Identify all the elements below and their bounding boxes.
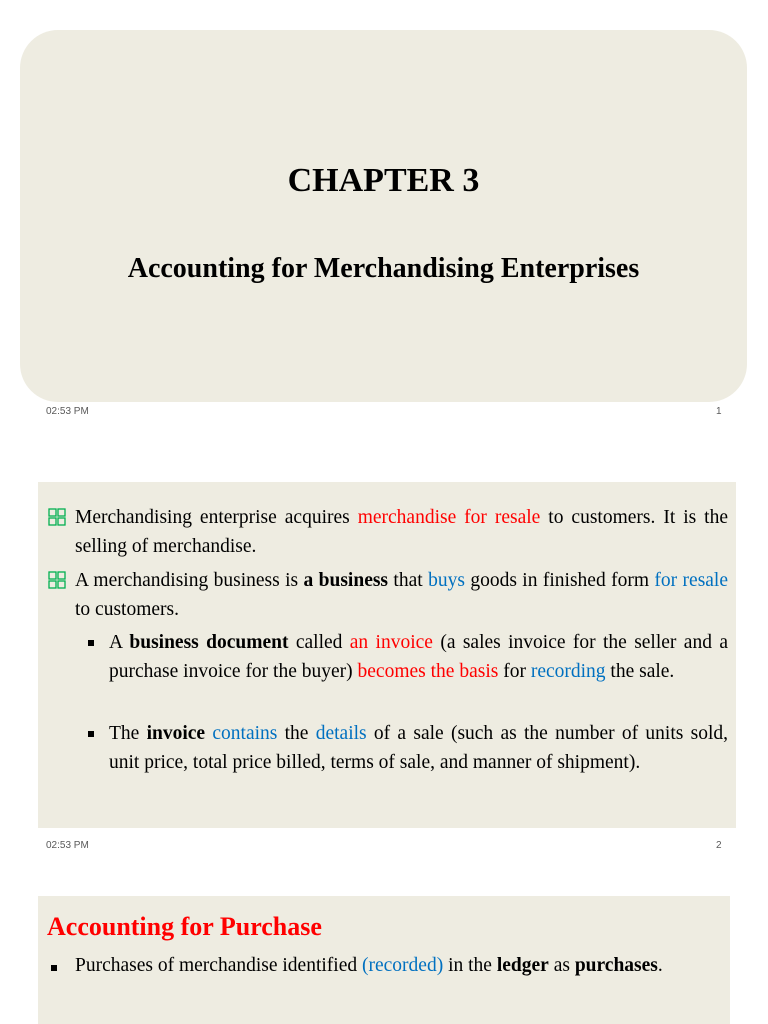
text: in the <box>443 955 497 976</box>
square-bullet-icon <box>88 731 94 737</box>
slide-2-page-number: 2 <box>716 840 722 851</box>
text: goods in finished form <box>464 570 655 591</box>
text: Purchases of merchandise identified <box>75 955 362 976</box>
sub-bullet-business-document <box>109 629 728 686</box>
text: A merchandising business is <box>75 570 304 591</box>
highlight-blue: details <box>315 723 367 744</box>
square-bullet-icon <box>51 965 57 971</box>
green-bullet-icon <box>48 508 66 526</box>
highlight-red: merchandise for resale <box>357 507 541 528</box>
bold-text: purchases <box>574 955 658 976</box>
text: the sale. <box>605 660 675 682</box>
text: A <box>109 632 130 653</box>
bold-text: business document <box>129 632 289 653</box>
bullet-merchandising-business <box>75 567 728 624</box>
slide-1 <box>20 30 747 402</box>
bold-text: invoice <box>146 723 206 744</box>
slide-2-time: 02:53 PM <box>46 840 89 851</box>
text: . <box>657 955 663 976</box>
highlight-red: becomes the basis <box>357 660 499 682</box>
sub-bullet-invoice-details <box>109 720 728 777</box>
text: for <box>498 660 531 682</box>
bold-text: a business <box>303 570 389 591</box>
bullet-merchandising-enterprise <box>75 504 728 561</box>
chapter-title: CHAPTER 3 <box>287 162 480 199</box>
highlight-blue: buys <box>428 570 465 591</box>
text: (a sales invoice for the seller and a purchase invoice for the buyer) <box>109 632 728 682</box>
highlight-blue: contains <box>212 723 278 744</box>
highlight-blue: for resale <box>654 570 729 591</box>
chapter-subtitle: Accounting for Merchandising Enterprises <box>127 253 640 284</box>
slide-1-page-number: 1 <box>716 406 722 417</box>
text: called <box>288 632 350 653</box>
text: the <box>277 723 316 744</box>
highlight-red: an invoice <box>349 632 433 653</box>
text: to customers. <box>75 598 179 620</box>
highlight-blue: (recorded) <box>362 955 444 976</box>
section-heading: Accounting for Purchase <box>47 912 322 941</box>
text: as <box>548 955 575 976</box>
text: that <box>388 570 429 591</box>
text: The <box>109 723 147 744</box>
bullet-purchases <box>75 952 723 981</box>
highlight-blue: recording <box>530 660 606 682</box>
text: to customers. It is the selling of merchandise. <box>75 507 728 557</box>
slide-1-time: 02:53 PM <box>46 406 89 417</box>
text: Merchandising enterprise acquires <box>75 507 358 528</box>
bold-text: ledger <box>496 955 549 976</box>
green-bullet-icon <box>48 571 66 589</box>
text: of a sale (such as the number of units sold, unit price, total price billed, terms of sale, and manner of shipment). <box>109 723 728 773</box>
slide-2 <box>38 482 736 828</box>
square-bullet-icon <box>88 640 94 646</box>
slide-3 <box>38 896 730 1024</box>
